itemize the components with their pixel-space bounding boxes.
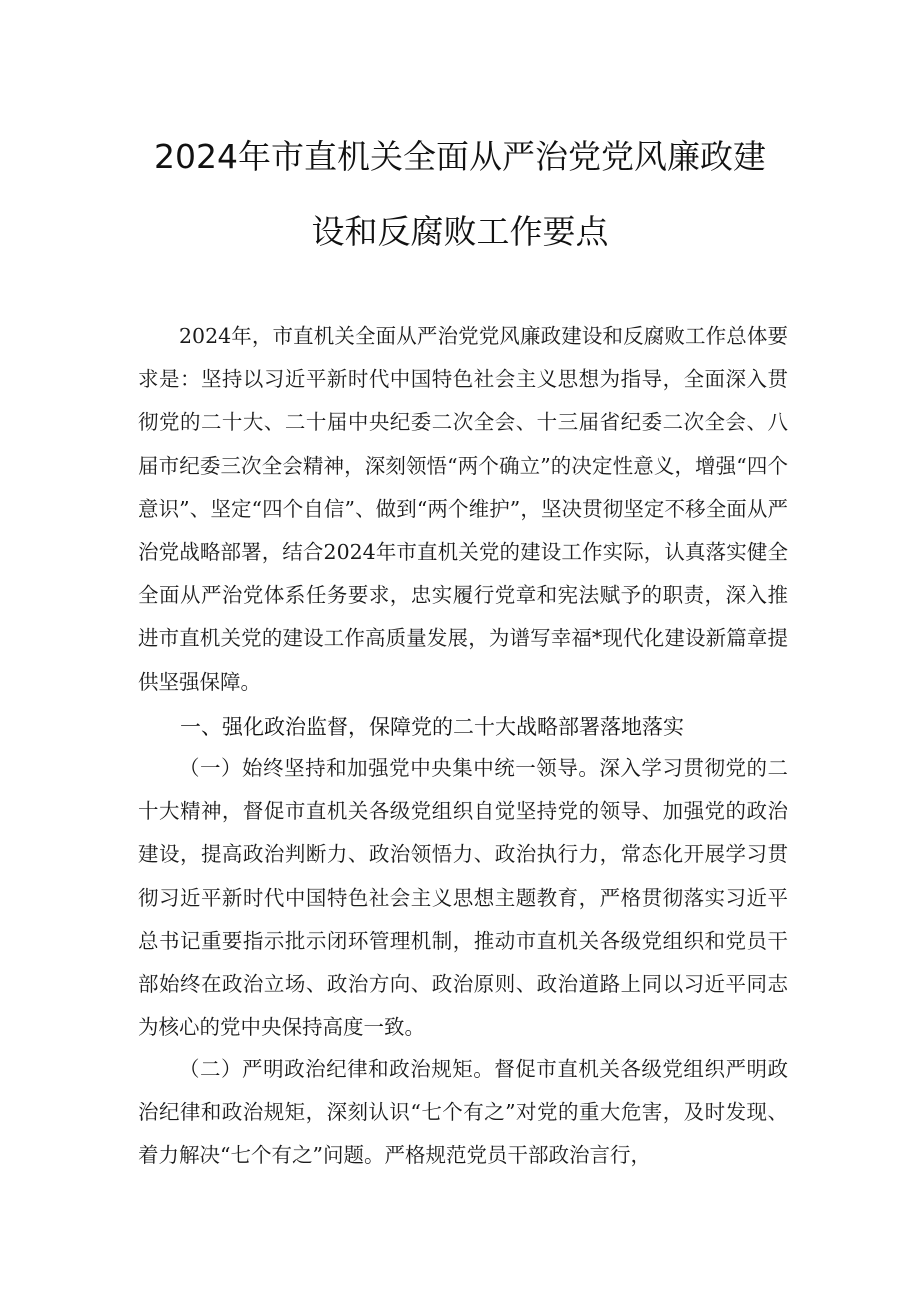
- document-title-line-2: 设和反腐败工作要点: [311, 212, 609, 251]
- paragraph-item-2: （二）严明政治纪律和政治规矩。督促市直机关各级党组织严明政治纪律和政治规矩，深刻认识“七个有之”对党的重大危害，及时发现、着力解决“七个有之”问题。严格规范党员干部政治言行，: [138, 1057, 788, 1168]
- document-title-line-1: 2024年市直机关全面从严治党党风廉政建: [154, 137, 766, 176]
- paragraph-item-1: （一）始终坚持和加强党中央集中统一领导。深入学习贯彻党的二十大精神，督促市直机关各级党组织自觉坚持党的领导、加强党的政治建设，提高政治判断力、政治领悟力、政治执行力，常态化开展学习贯彻习近平新时代中国特色社会主义思想主题教育，严格贯彻落实习近平总书记重要指示批示闭环管理机制，推动市直机关各级党组织和党员干部始终在政治立场、政治方向、政治原则、政治道路上同以习近平同志为核心的党中央保持高度一致。: [138, 756, 788, 1040]
- paragraph-overall-requirements: 2024年，市直机关全面从严治党党风廉政建设和反腐败工作总体要求是：坚持以习近平新时代中国特色社会主义思想为指导，全面深入贯彻党的二十大、二十届中央纪委二次全会、十三届省纪委二次全会、八届市纪委三次全会精神，深刻领悟“两个确立”的决定性意义，增强“四个意识”、坚定“四个自信”、做到“两个维护”，坚决贯彻坚定不移全面从严治党战略部署，结合2024年市直机关党的建设工作实际，认真落实健全全面从严治党体系任务要求，忠实履行党章和宪法赋予的职责，深入推进市直机关党的建设工作高质量发展，为谱写幸福*现代化建设新篇章提供坚强保障。: [138, 324, 788, 694]
- section-heading-1: 一、强化政治监督，保障党的二十大战略部署落地落实: [180, 715, 684, 739]
